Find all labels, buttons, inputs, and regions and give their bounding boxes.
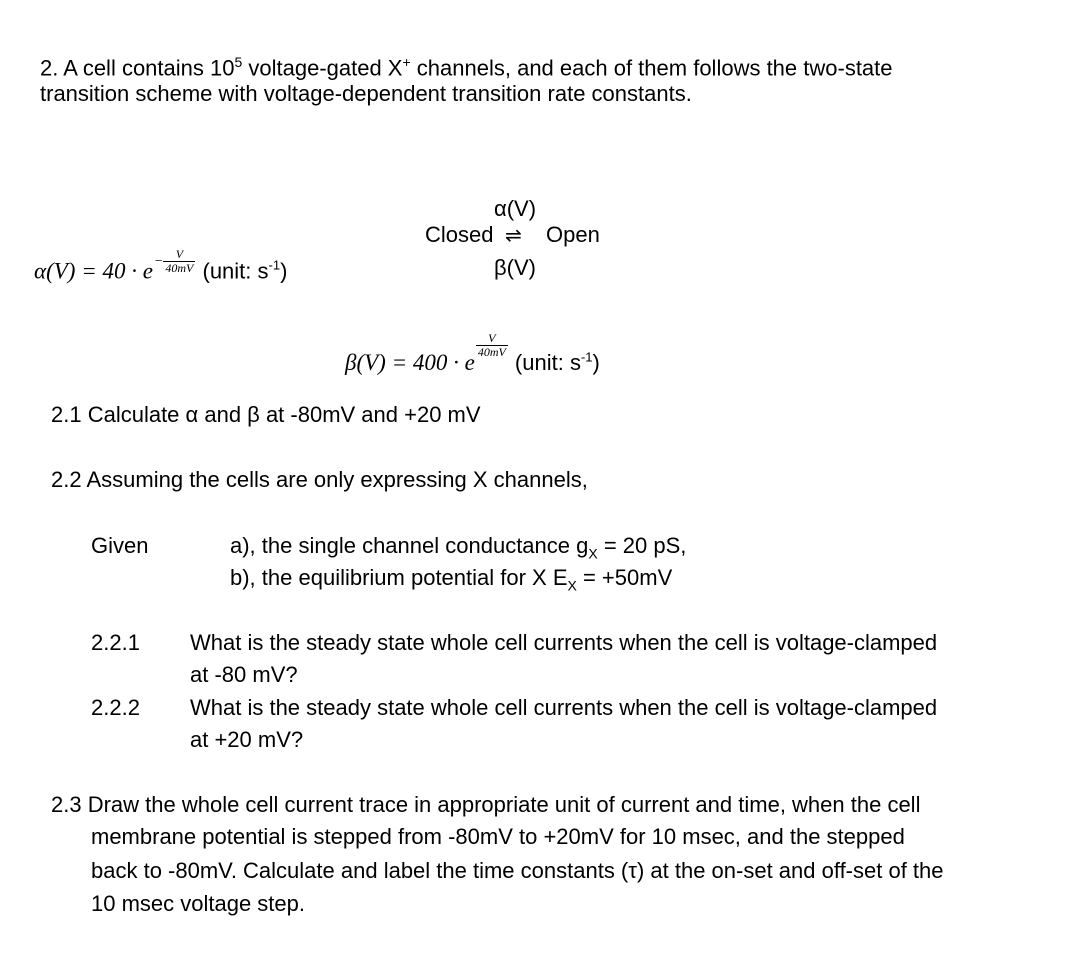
alpha-exponent	[154, 248, 195, 275]
exponent: 5	[234, 54, 243, 70]
alpha-minus: −	[153, 254, 164, 269]
question-2-3-line-2: membrane potential is stepped from -80mV to +20mV for 10 msec, and the stepped	[91, 824, 905, 849]
question-2-2-2-line-1: What is the steady state whole cell currents when the cell is voltage-clamped	[190, 695, 938, 720]
intro-text-c: channels, and each of them follows the two-state	[410, 55, 893, 81]
alpha-frac-num: V	[175, 247, 184, 261]
alpha-frac-den: 40mV	[165, 261, 194, 275]
question-2-3-line-4: 10 msec voltage step.	[91, 891, 306, 916]
beta-frac-den: 40mV	[477, 345, 506, 359]
scheme-open: Open	[546, 222, 600, 247]
alpha-lhs: α(V) = 40 · e	[34, 258, 153, 284]
question-2-2-1-line-2: at -80 mV?	[190, 662, 298, 687]
given-a-text: a), the single channel conductance g	[230, 533, 589, 558]
alpha-equation	[34, 248, 287, 284]
intro-text-a: 2. A cell contains 10	[40, 55, 235, 81]
scheme-alpha: α(V)	[494, 196, 537, 221]
beta-unit-exp: -1	[580, 349, 593, 365]
question-2-1: 2.1 Calculate α and β at -80mV and +20 mV	[51, 402, 481, 427]
ion-charge: +	[402, 54, 411, 70]
intro-line-2: transition scheme with voltage-dependent transition rate constants.	[40, 81, 692, 106]
question-2-2-1-number: 2.2.1	[91, 630, 140, 655]
question-2-2-2-line-2: at +20 mV?	[190, 727, 304, 752]
scheme-closed: Closed	[425, 222, 494, 247]
beta-unit: (unit: s	[508, 350, 581, 375]
beta-exponent	[476, 332, 508, 359]
given-b-text: b), the equilibrium potential for X E	[230, 565, 568, 590]
given-b	[230, 562, 672, 601]
alpha-unit-close: )	[280, 258, 288, 284]
question-2-3-line-1: 2.3 Draw the whole cell current trace in appropriate unit of current and time, when the cell	[51, 792, 921, 817]
beta-frac-num: V	[488, 331, 496, 345]
given-b-value: = +50mV	[576, 565, 673, 590]
beta-unit-close: )	[592, 350, 600, 375]
question-2-2: 2.2 Assuming the cells are only expressing X channels,	[51, 467, 588, 492]
equilibrium-arrows-icon: ⇌	[505, 223, 522, 247]
beta-equation	[345, 332, 600, 376]
question-2-3-line-3: back to -80mV. Calculate and label the time constants (τ) at the on-set and off-set of the	[91, 858, 944, 883]
given-a-value: = 20 pS,	[597, 533, 687, 558]
given-a-sub: X	[588, 545, 598, 562]
alpha-unit-exp: -1	[268, 257, 281, 273]
intro-text-b: voltage-gated X	[242, 55, 403, 81]
given-label: Given	[91, 533, 149, 558]
alpha-unit: (unit: s	[196, 258, 269, 284]
given-b-sub: X	[567, 577, 577, 594]
question-2-2-1-line-1: What is the steady state whole cell currents when the cell is voltage-clamped	[190, 630, 938, 655]
scheme-beta: β(V)	[494, 255, 536, 280]
question-2-2-2-number: 2.2.2	[91, 695, 140, 720]
beta-lhs: β(V) = 400 · e	[345, 350, 475, 375]
